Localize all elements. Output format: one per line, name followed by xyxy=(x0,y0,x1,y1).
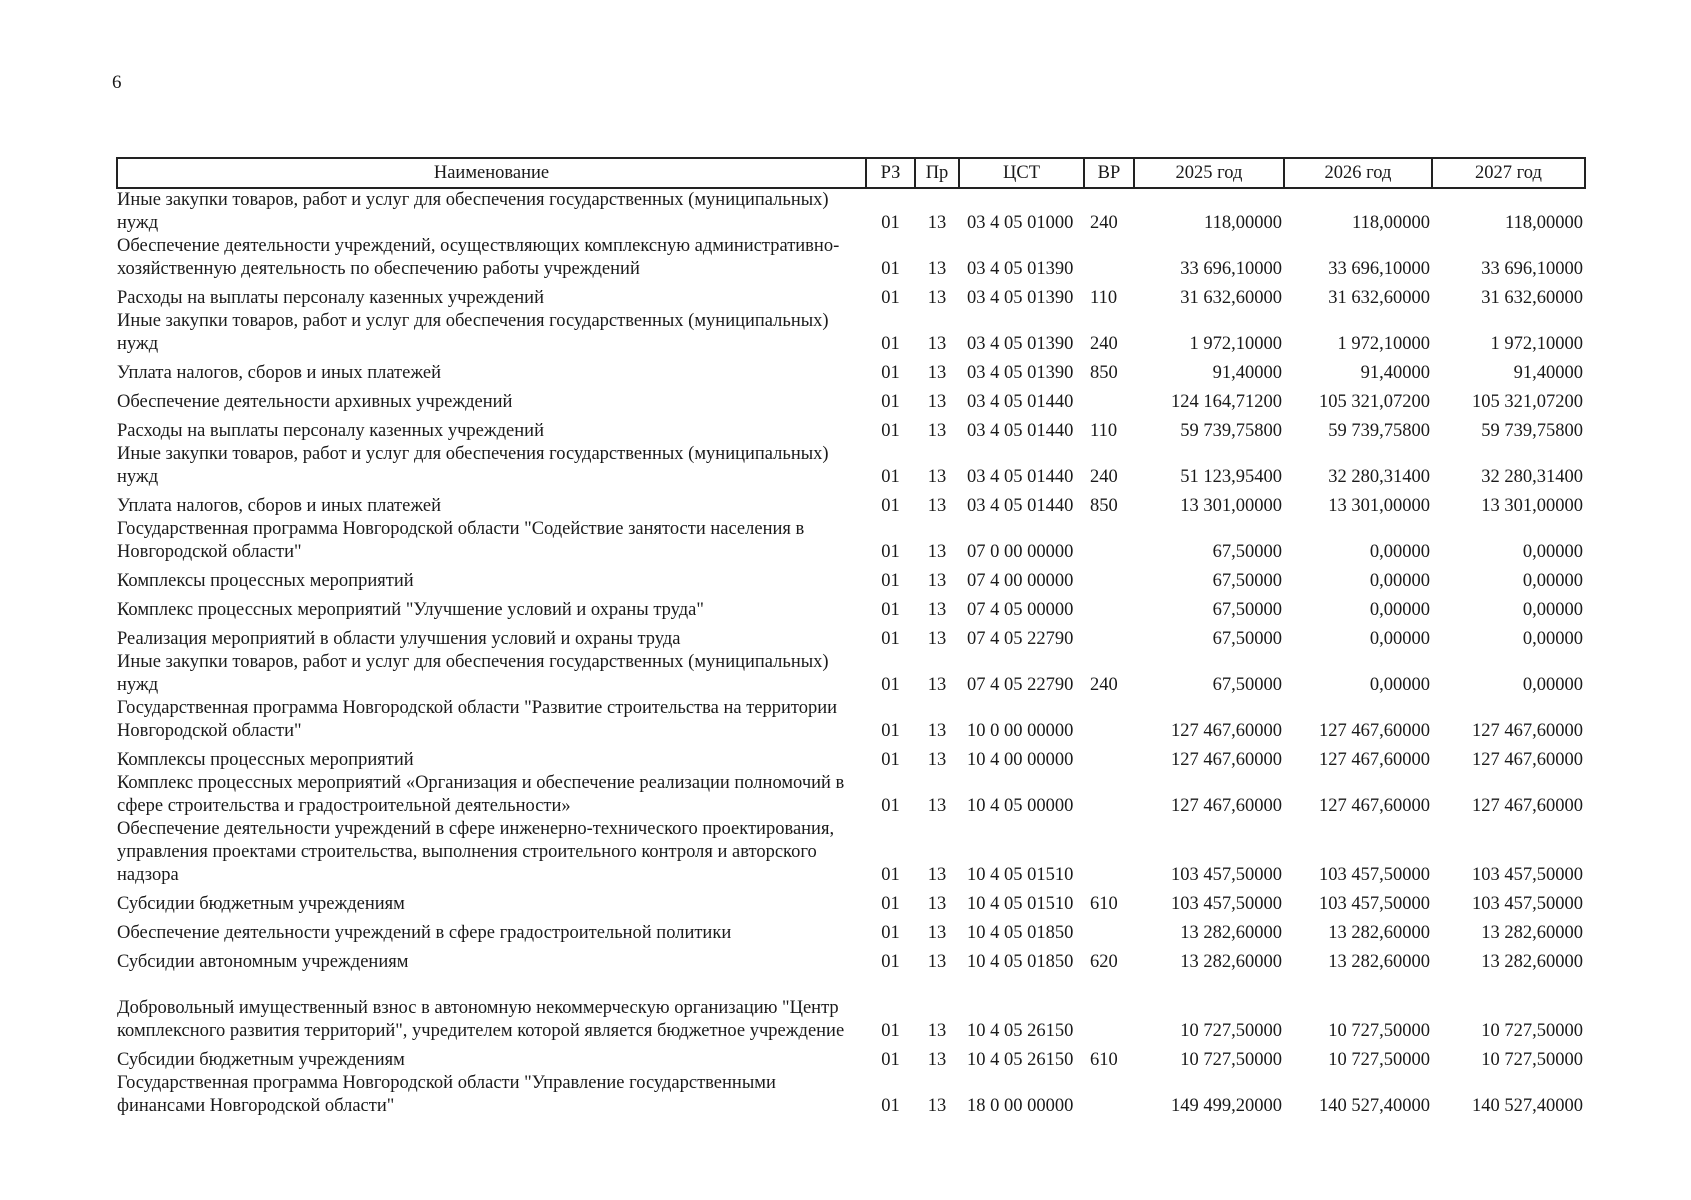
cell-cst: 10 4 05 26150 xyxy=(967,1050,1074,1070)
cell-rz: 01 xyxy=(881,629,900,649)
header-2027: 2027 год xyxy=(1432,158,1585,188)
header-rz: РЗ xyxy=(866,158,915,188)
cell-y2027: 103 457,50000 xyxy=(1472,894,1583,914)
cell-rz: 01 xyxy=(881,796,900,816)
cell-name: Расходы на выплаты персоналу казенных учреждений xyxy=(117,421,544,441)
cell-name: Государственная программа Новгородской области "Содействие занятости населения в Новгородской области" xyxy=(117,519,805,562)
cell-name: Субсидии автономным учреждениям xyxy=(117,952,409,972)
header-pr: Пр xyxy=(915,158,959,188)
cell-y2025: 149 499,20000 xyxy=(1171,1096,1282,1116)
cell-vr: 240 xyxy=(1090,334,1118,354)
cell-cst: 18 0 00 00000 xyxy=(967,1096,1074,1116)
cell-y2026: 13 282,60000 xyxy=(1328,952,1430,972)
cell-pr: 13 xyxy=(927,213,947,233)
cell-y2027: 0,00000 xyxy=(1522,600,1583,620)
cell-cst: 10 4 00 00000 xyxy=(967,750,1074,770)
cell-pr: 13 xyxy=(927,392,947,412)
table-body xyxy=(117,188,1585,1118)
cell-cst: 07 4 05 00000 xyxy=(967,600,1074,620)
cell-y2025: 91,40000 xyxy=(1212,363,1282,383)
table-row xyxy=(117,945,1585,974)
cell-y2026: 13 282,60000 xyxy=(1328,923,1430,943)
header-2025: 2025 год xyxy=(1134,158,1284,188)
table-row xyxy=(117,489,1585,518)
cell-y2025: 127 467,60000 xyxy=(1171,721,1282,741)
cell-rz: 01 xyxy=(881,542,900,562)
cell-y2026: 127 467,60000 xyxy=(1319,721,1430,741)
cell-vr xyxy=(1084,385,1134,414)
cell-pr: 13 xyxy=(927,1021,947,1041)
cell-y2027: 91,40000 xyxy=(1513,363,1583,383)
table-row xyxy=(117,887,1585,916)
cell-cst: 03 4 05 01000 xyxy=(967,213,1074,233)
cell-y2025: 127 467,60000 xyxy=(1171,750,1282,770)
header-2026: 2026 год xyxy=(1284,158,1432,188)
cell-name: Государственная программа Новгородской области "Развитие строительства на территории Новгородской области" xyxy=(117,698,838,741)
cell-y2026: 32 280,31400 xyxy=(1328,467,1430,487)
cell-y2027: 0,00000 xyxy=(1522,542,1583,562)
cell-y2026: 59 739,75800 xyxy=(1328,421,1430,441)
cell-vr: 110 xyxy=(1090,288,1118,308)
cell-rz: 01 xyxy=(881,496,900,516)
cell-y2026: 103 457,50000 xyxy=(1319,865,1430,885)
table-row xyxy=(117,564,1585,593)
cell-y2027: 33 696,10000 xyxy=(1481,259,1583,279)
cell-name: Субсидии бюджетным учреждениям xyxy=(117,1050,405,1070)
cell-cst: 03 4 05 01440 xyxy=(967,421,1074,441)
header-cst: ЦСТ xyxy=(959,158,1084,188)
cell-name: Комплекс процессных мероприятий "Улучшение условий и охраны труда" xyxy=(117,600,704,620)
cell-y2025: 13 282,60000 xyxy=(1180,923,1282,943)
cell-cst: 03 4 05 01440 xyxy=(967,496,1074,516)
cell-pr: 13 xyxy=(927,750,947,770)
cell-y2025: 103 457,50000 xyxy=(1171,894,1282,914)
cell-vr xyxy=(1084,1072,1134,1118)
cell-vr: 620 xyxy=(1090,952,1118,972)
cell-pr: 13 xyxy=(927,421,947,441)
cell-rz: 01 xyxy=(881,1050,900,1070)
cell-y2025: 10 727,50000 xyxy=(1180,1050,1282,1070)
cell-y2027: 0,00000 xyxy=(1522,629,1583,649)
cell-pr: 13 xyxy=(927,571,947,591)
table-row xyxy=(117,593,1585,622)
cell-cst: 03 4 05 01440 xyxy=(967,467,1074,487)
cell-name: Иные закупки товаров, работ и услуг для обеспечения государственных (муниципальных) нужд xyxy=(117,652,829,695)
cell-y2026: 118,00000 xyxy=(1352,213,1430,233)
cell-y2027: 32 280,31400 xyxy=(1481,467,1583,487)
cell-cst: 07 0 00 00000 xyxy=(967,542,1074,562)
header-name: Наименование xyxy=(117,158,866,188)
cell-pr: 13 xyxy=(927,542,947,562)
cell-y2026: 10 727,50000 xyxy=(1328,1021,1430,1041)
table-row xyxy=(117,414,1585,443)
cell-vr: 240 xyxy=(1090,213,1118,233)
cell-name: Государственная программа Новгородской области "Управление государственными финансами Новгородской области" xyxy=(117,1073,776,1116)
table-row xyxy=(117,518,1585,564)
cell-name: Иные закупки товаров, работ и услуг для обеспечения государственных (муниципальных) нужд xyxy=(117,311,829,354)
cell-vr xyxy=(1084,697,1134,743)
cell-y2027: 59 739,75800 xyxy=(1481,421,1583,441)
table-header xyxy=(117,158,1585,188)
cell-rz: 01 xyxy=(881,721,900,741)
cell-vr xyxy=(1084,818,1134,887)
cell-y2026: 127 467,60000 xyxy=(1319,796,1430,816)
cell-vr xyxy=(1084,518,1134,564)
cell-pr: 13 xyxy=(927,796,947,816)
cell-rz: 01 xyxy=(881,334,900,354)
cell-cst: 07 4 05 22790 xyxy=(967,675,1074,695)
cell-cst: 07 4 05 22790 xyxy=(967,629,1074,649)
table-row xyxy=(117,772,1585,818)
cell-name: Иные закупки товаров, работ и услуг для обеспечения государственных (муниципальных) нужд xyxy=(117,190,829,233)
cell-y2027: 0,00000 xyxy=(1522,571,1583,591)
cell-vr: 240 xyxy=(1090,467,1118,487)
cell-vr xyxy=(1084,593,1134,622)
cell-name: Обеспечение деятельности учреждений в сфере градостроительной политики xyxy=(117,923,732,943)
cell-y2025: 1 972,10000 xyxy=(1189,334,1282,354)
cell-pr: 13 xyxy=(927,675,947,695)
cell-y2026: 127 467,60000 xyxy=(1319,750,1430,770)
cell-name: Обеспечение деятельности архивных учреждений xyxy=(117,392,513,412)
cell-y2026: 105 321,07200 xyxy=(1319,392,1430,412)
cell-pr: 13 xyxy=(927,952,947,972)
cell-y2026: 13 301,00000 xyxy=(1328,496,1430,516)
budget-table xyxy=(116,157,1586,1118)
cell-cst: 10 4 05 01510 xyxy=(967,894,1074,914)
cell-pr: 13 xyxy=(927,629,947,649)
header-vr: ВР xyxy=(1084,158,1134,188)
cell-y2027: 103 457,50000 xyxy=(1472,865,1583,885)
cell-name: Комплекс процессных мероприятий «Организация и обеспечение реализации полномочий в сфере строительства и градостроительной деятельности» xyxy=(117,773,845,816)
cell-pr: 13 xyxy=(927,288,947,308)
cell-y2026: 0,00000 xyxy=(1369,571,1430,591)
cell-y2026: 10 727,50000 xyxy=(1328,1050,1430,1070)
cell-y2025: 59 739,75800 xyxy=(1180,421,1282,441)
cell-cst: 10 4 05 00000 xyxy=(967,796,1074,816)
cell-name: Комплексы процессных мероприятий xyxy=(117,571,414,591)
cell-y2025: 67,50000 xyxy=(1212,600,1282,620)
table-row xyxy=(117,385,1585,414)
cell-y2025: 67,50000 xyxy=(1212,675,1282,695)
cell-pr: 13 xyxy=(927,865,947,885)
cell-y2025: 118,00000 xyxy=(1204,213,1282,233)
cell-cst: 03 4 05 01390 xyxy=(967,288,1074,308)
cell-y2026: 0,00000 xyxy=(1369,600,1430,620)
cell-vr: 240 xyxy=(1090,675,1118,695)
table-row xyxy=(117,622,1585,651)
cell-cst: 07 4 00 00000 xyxy=(967,571,1074,591)
cell-rz: 01 xyxy=(881,750,900,770)
cell-vr: 610 xyxy=(1090,1050,1118,1070)
cell-y2026: 31 632,60000 xyxy=(1328,288,1430,308)
table-row xyxy=(117,310,1585,356)
cell-rz: 01 xyxy=(881,600,900,620)
cell-vr xyxy=(1084,916,1134,945)
cell-name: Уплата налогов, сборов и иных платежей xyxy=(117,363,442,383)
cell-name: Субсидии бюджетным учреждениям xyxy=(117,894,405,914)
table-row xyxy=(117,188,1585,235)
table-row xyxy=(117,743,1585,772)
cell-y2025: 33 696,10000 xyxy=(1180,259,1282,279)
cell-y2027: 10 727,50000 xyxy=(1481,1021,1583,1041)
cell-y2025: 67,50000 xyxy=(1212,542,1282,562)
cell-y2027: 31 632,60000 xyxy=(1481,288,1583,308)
cell-name: Обеспечение деятельности учреждений, осуществляющих комплексную административно-хозяйственную деятельность по обеспечению работы учреждений xyxy=(117,236,840,279)
cell-rz: 01 xyxy=(881,467,900,487)
cell-y2026: 91,40000 xyxy=(1360,363,1430,383)
cell-vr xyxy=(1084,235,1134,281)
cell-vr xyxy=(1084,974,1134,1043)
cell-vr xyxy=(1084,564,1134,593)
cell-y2027: 13 301,00000 xyxy=(1481,496,1583,516)
cell-pr: 13 xyxy=(927,1050,947,1070)
cell-pr: 13 xyxy=(927,334,947,354)
cell-rz: 01 xyxy=(881,571,900,591)
cell-y2027: 118,00000 xyxy=(1505,213,1583,233)
cell-y2027: 0,00000 xyxy=(1522,675,1583,695)
cell-rz: 01 xyxy=(881,923,900,943)
cell-cst: 10 0 00 00000 xyxy=(967,721,1074,741)
cell-rz: 01 xyxy=(881,363,900,383)
cell-rz: 01 xyxy=(881,1096,900,1116)
cell-pr: 13 xyxy=(927,923,947,943)
cell-rz: 01 xyxy=(881,421,900,441)
cell-vr xyxy=(1084,772,1134,818)
cell-cst: 10 4 05 01850 xyxy=(967,952,1074,972)
cell-y2026: 0,00000 xyxy=(1369,675,1430,695)
cell-y2027: 13 282,60000 xyxy=(1481,923,1583,943)
cell-y2025: 103 457,50000 xyxy=(1171,865,1282,885)
cell-rz: 01 xyxy=(881,288,900,308)
cell-name: Расходы на выплаты персоналу казенных учреждений xyxy=(117,288,544,308)
cell-rz: 01 xyxy=(881,675,900,695)
cell-y2025: 67,50000 xyxy=(1212,571,1282,591)
cell-rz: 01 xyxy=(881,1021,900,1041)
cell-vr: 850 xyxy=(1090,496,1118,516)
cell-rz: 01 xyxy=(881,259,900,279)
cell-y2025: 31 632,60000 xyxy=(1180,288,1282,308)
table-row xyxy=(117,356,1585,385)
cell-rz: 01 xyxy=(881,213,900,233)
page-number: 6 xyxy=(112,72,122,93)
cell-pr: 13 xyxy=(927,1096,947,1116)
cell-y2025: 13 282,60000 xyxy=(1180,952,1282,972)
cell-cst: 10 4 05 01510 xyxy=(967,865,1074,885)
cell-y2027: 127 467,60000 xyxy=(1472,796,1583,816)
cell-vr: 850 xyxy=(1090,363,1118,383)
cell-y2027: 127 467,60000 xyxy=(1472,750,1583,770)
table-row xyxy=(117,974,1585,1043)
cell-y2026: 140 527,40000 xyxy=(1319,1096,1430,1116)
cell-y2025: 13 301,00000 xyxy=(1180,496,1282,516)
cell-name: Обеспечение деятельности учреждений в сфере инженерно-технического проектирования, управления проектами строительства, выполнения строительного контроля и авторского надзора xyxy=(117,819,835,885)
cell-y2027: 13 282,60000 xyxy=(1481,952,1583,972)
cell-cst: 03 4 05 01440 xyxy=(967,392,1074,412)
table-row xyxy=(117,818,1585,887)
cell-y2026: 33 696,10000 xyxy=(1328,259,1430,279)
cell-name: Уплата налогов, сборов и иных платежей xyxy=(117,496,442,516)
cell-y2027: 10 727,50000 xyxy=(1481,1050,1583,1070)
cell-y2026: 103 457,50000 xyxy=(1319,894,1430,914)
cell-pr: 13 xyxy=(927,496,947,516)
cell-pr: 13 xyxy=(927,600,947,620)
table-row xyxy=(117,651,1585,697)
cell-y2025: 127 467,60000 xyxy=(1171,796,1282,816)
table-row xyxy=(117,443,1585,489)
cell-y2027: 105 321,07200 xyxy=(1472,392,1583,412)
cell-vr: 610 xyxy=(1090,894,1118,914)
cell-rz: 01 xyxy=(881,392,900,412)
cell-y2026: 0,00000 xyxy=(1369,629,1430,649)
cell-y2025: 124 164,71200 xyxy=(1171,392,1282,412)
cell-y2025: 67,50000 xyxy=(1212,629,1282,649)
cell-rz: 01 xyxy=(881,865,900,885)
cell-cst: 03 4 05 01390 xyxy=(967,334,1074,354)
cell-y2025: 10 727,50000 xyxy=(1180,1021,1282,1041)
cell-pr: 13 xyxy=(927,721,947,741)
cell-y2027: 1 972,10000 xyxy=(1490,334,1583,354)
cell-vr xyxy=(1084,743,1134,772)
cell-name: Комплексы процессных мероприятий xyxy=(117,750,414,770)
table-row xyxy=(117,281,1585,310)
table-row xyxy=(117,1043,1585,1072)
cell-y2027: 127 467,60000 xyxy=(1472,721,1583,741)
cell-vr: 110 xyxy=(1090,421,1118,441)
cell-name: Иные закупки товаров, работ и услуг для обеспечения государственных (муниципальных) нужд xyxy=(117,444,829,487)
cell-pr: 13 xyxy=(927,363,947,383)
cell-y2027: 140 527,40000 xyxy=(1472,1096,1583,1116)
cell-y2025: 51 123,95400 xyxy=(1180,467,1282,487)
cell-cst: 10 4 05 26150 xyxy=(967,1021,1074,1041)
table-row xyxy=(117,235,1585,281)
cell-name: Добровольный имущественный взнос в автономную некоммерческую организацию "Центр комплексного развития территорий", учредителем которой является бюджетное учреждение xyxy=(117,998,845,1041)
cell-y2026: 0,00000 xyxy=(1369,542,1430,562)
cell-cst: 03 4 05 01390 xyxy=(967,259,1074,279)
cell-pr: 13 xyxy=(927,894,947,914)
cell-vr xyxy=(1084,622,1134,651)
cell-rz: 01 xyxy=(881,952,900,972)
cell-cst: 10 4 05 01850 xyxy=(967,923,1074,943)
table-row xyxy=(117,697,1585,743)
cell-pr: 13 xyxy=(927,467,947,487)
table-row xyxy=(117,916,1585,945)
table-row xyxy=(117,1072,1585,1118)
cell-rz: 01 xyxy=(881,894,900,914)
cell-cst: 03 4 05 01390 xyxy=(967,363,1074,383)
cell-name: Реализация мероприятий в области улучшения условий и охраны труда xyxy=(117,629,681,649)
cell-y2026: 1 972,10000 xyxy=(1337,334,1430,354)
cell-pr: 13 xyxy=(927,259,947,279)
